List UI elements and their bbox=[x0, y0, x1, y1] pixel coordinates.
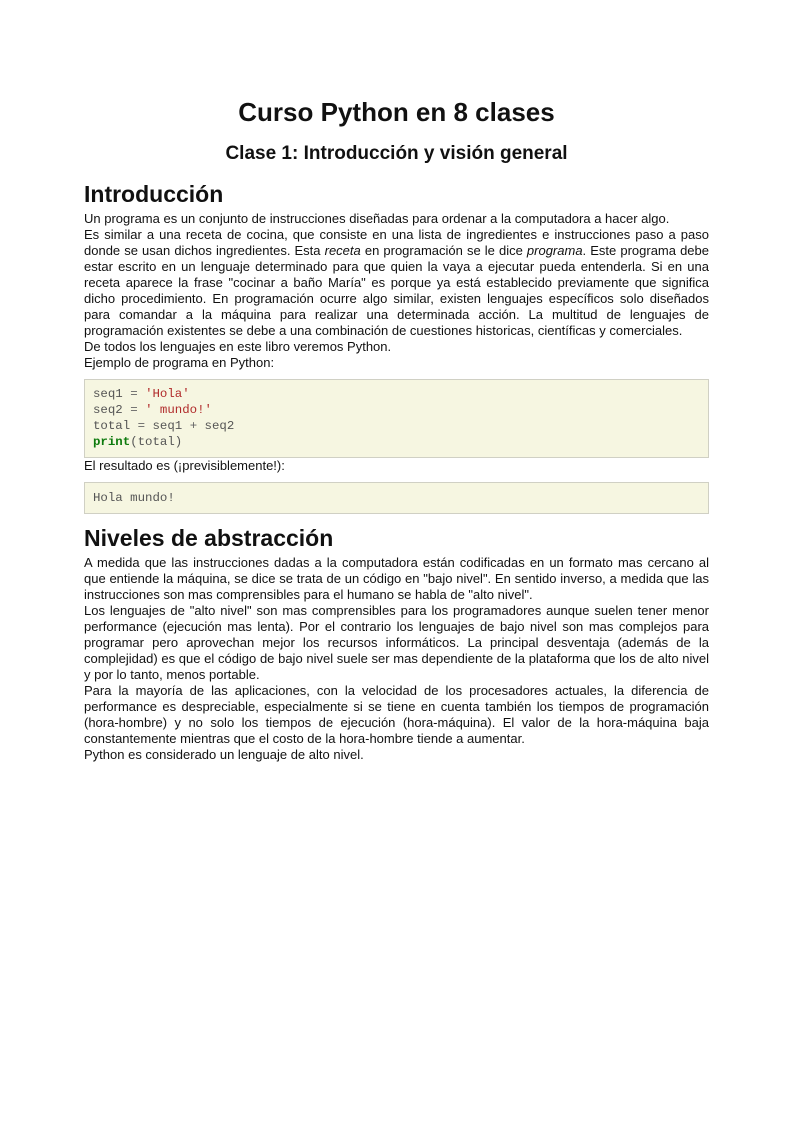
code-token: seq1 bbox=[145, 419, 190, 433]
intro-paragraph-4: Ejemplo de programa en Python: bbox=[84, 355, 275, 370]
output-block: Hola mundo! bbox=[84, 482, 709, 514]
code-line-3 bbox=[93, 418, 700, 434]
intro-paragraph-5: El resultado es (¡previsiblemente!): bbox=[84, 458, 285, 473]
intro-section bbox=[84, 177, 709, 514]
intro-p2-emphasis-receta: receta bbox=[324, 243, 361, 258]
code-line-4 bbox=[93, 434, 700, 450]
intro-p2-text-1: Es similar a una receta de cocina, que consiste en una lista de ingredientes e instrucciones paso a paso donde se usan dichos ingredientes. Esta bbox=[84, 227, 709, 258]
intro-p2-text-3: . Este programa debe estar escrito en un lenguaje determinado para que quien la vaya a ejecutar pueda entenderla. Si en una receta aparece la frase "cocinar a baño María" es porque ya está establecido previamente que significa dicho procedimiento. En programación ocurre algo similar, existen lenguajes específicos solo diseñados para comandar a la máquina para realizar una determinada acción. La multitud de lenguajes de programación existentes se debe a una combinación de cuestiones historicas, científicas y comerciales. bbox=[84, 243, 709, 338]
code-operator: + bbox=[189, 419, 198, 433]
intro-p2-text-2: en programación se le dice bbox=[360, 243, 527, 258]
niveles-paragraph-2: Los lenguajes de "alto nivel" son mas comprensibles para los programadores aunque suelen tener menor performance (ejecución mas lenta). Por el contrario los lenguajes de bajo nivel son mas complejos para programar pero aprovechan mejor los recursos informáticos. La principal desventaja (además de la complejidad) es que el código de bajo nivel suele ser mas dependiente de la plataforma que los de alto nivel y por lo tanto, menos portable. bbox=[84, 603, 709, 682]
intro-paragraph-1: Un programa es un conjunto de instrucciones diseñadas para ordenar a la computadora a hacer algo. bbox=[84, 211, 670, 226]
niveles-paragraph-4: Python es considerado un lenguaje de alto nivel. bbox=[84, 747, 364, 762]
code-token: seq2 bbox=[197, 419, 235, 433]
code-token: seq1 bbox=[93, 387, 131, 401]
code-string: 'Hola' bbox=[145, 387, 190, 401]
intro-heading: Introducción bbox=[84, 181, 224, 207]
code-token bbox=[138, 403, 145, 417]
document-title: Curso Python en 8 clases bbox=[238, 97, 555, 127]
code-operator: = bbox=[130, 403, 138, 417]
niveles-section bbox=[84, 521, 709, 763]
code-operator: = bbox=[130, 387, 138, 401]
code-line-2 bbox=[93, 402, 700, 418]
document-subtitle: Clase 1: Introducción y visión general bbox=[225, 143, 568, 164]
code-token bbox=[138, 387, 145, 401]
code-keyword: print bbox=[93, 435, 131, 449]
niveles-paragraph-3: Para la mayoría de las aplicaciones, con la velocidad de los procesadores actuales, la diferencia de performance es despreciable, especialmente si se tiene en cuenta también los tiempos de programación (hora-hombre) y no solo los tiempos de ejecución (hora-máquina). El valor de la hora-máquina baja constantemente mientras que el costo de la hora-hombre tiende a aumentar. bbox=[84, 683, 709, 746]
code-operator: = bbox=[137, 419, 146, 433]
intro-p2-emphasis-programa: programa bbox=[526, 243, 583, 258]
code-token: total bbox=[93, 419, 138, 433]
code-string: ' mundo!' bbox=[145, 403, 212, 417]
intro-paragraph-3: De todos los lenguajes en este libro veremos Python. bbox=[84, 339, 392, 354]
niveles-paragraph-1: A medida que las instrucciones dadas a la computadora están codificadas en un formato mas cercano al que entiende la máquina, se dice se trata de un código en "bajo nivel". En sentido inverso, a medida que las instrucciones son mas comprensibles para el humano se habla de "alto nivel". bbox=[84, 555, 709, 602]
code-line-1 bbox=[93, 386, 700, 402]
code-token: seq2 bbox=[93, 403, 131, 417]
python-code-block bbox=[84, 379, 709, 458]
intro-paragraph-2 bbox=[84, 227, 709, 339]
niveles-heading: Niveles de abstracción bbox=[84, 525, 334, 551]
code-token: (total) bbox=[130, 435, 183, 449]
